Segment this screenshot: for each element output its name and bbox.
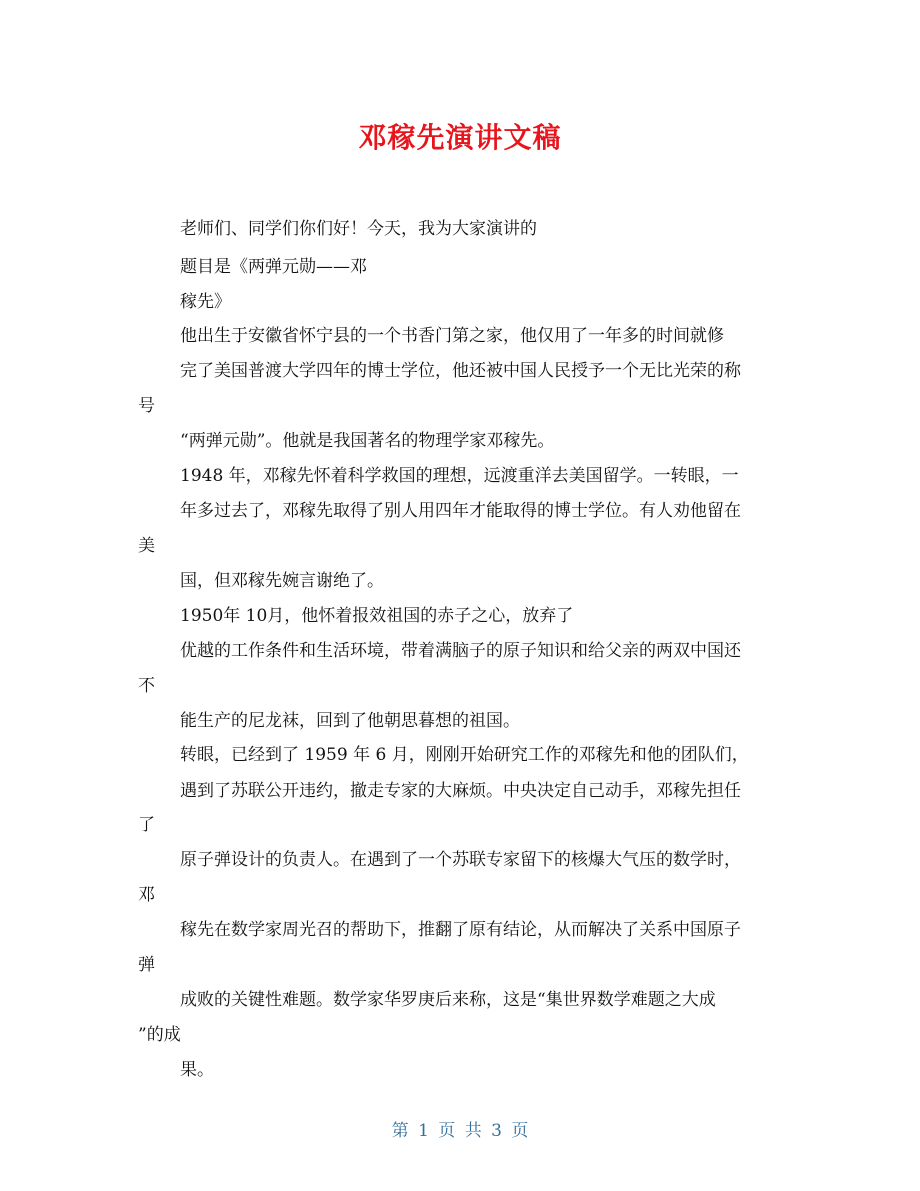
paragraph-line: 遇到了苏联公开违约，撤走专家的大麻烦。中央决定自己动手，邓稼先担任 [180,781,741,801]
paragraph-line: 优越的工作条件和生活环境，带着满脑子的原子知识和给父亲的两双中国还 [180,641,741,661]
paragraph-line: 稼先》 [180,292,231,312]
paragraph-line-wrap: 不 [138,676,155,696]
paragraph-line: 1950年 10月，他怀着报效祖国的赤子之心，放弃了 [180,606,574,626]
paragraph-line-wrap: 邓 [138,885,155,905]
page-number: 第 1 页 共 3 页 [391,1121,529,1141]
paragraph-line: “两弹元勋”。他就是我国著名的物理学家邓稼先。 [180,431,555,451]
paragraph-line: 果。 [180,1060,214,1080]
paragraph-line-wrap: 弹 [138,955,155,975]
paragraph-line: 国，但邓稼先婉言谢绝了。 [180,571,384,591]
paragraph-line: 能生产的尼龙袜，回到了他朝思暮想的祖国。 [180,711,520,731]
document-title: 邓稼先演讲文稿 [358,121,562,154]
paragraph-line-wrap: 号 [138,396,155,416]
paragraph-line: 他出生于安徽省怀宁县的一个书香门第之家，他仅用了一年多的时间就修 [180,326,724,346]
paragraph-line: 1948 年，邓稼先怀着科学救国的理想，远渡重洋去美国留学。一转眼，一 [180,466,739,486]
paragraph-line: 老师们、同学们你们好！今天，我为大家演讲的 [180,219,537,239]
paragraph-line: 成败的关键性难题。数学家华罗庚后来称，这是“集世界数学难题之大成 [180,990,716,1010]
paragraph-line: 题目是《两弹元勋——邓 [180,257,367,277]
paragraph-line: 完了美国普渡大学四年的博士学位，他还被中国人民授予一个无比光荣的称 [180,361,741,381]
paragraph-line: 转眼，已经到了 1959 年 6 月，刚刚开始研究工作的邓稼先和他的团队们， [180,745,749,765]
paragraph-line: 年多过去了，邓稼先取得了别人用四年才能取得的博士学位。有人劝他留在 [180,501,741,521]
paragraph-line-wrap: 美 [138,536,155,556]
paragraph-line: 稼先在数学家周光召的帮助下，推翻了原有结论，从而解决了关系中国原子 [180,920,741,940]
paragraph-line-wrap: ”的成 [138,1025,181,1045]
paragraph-line: 原子弹设计的负责人。在遇到了一个苏联专家留下的核爆大气压的数学时， [180,850,741,870]
paragraph-line-wrap: 了 [138,815,155,835]
